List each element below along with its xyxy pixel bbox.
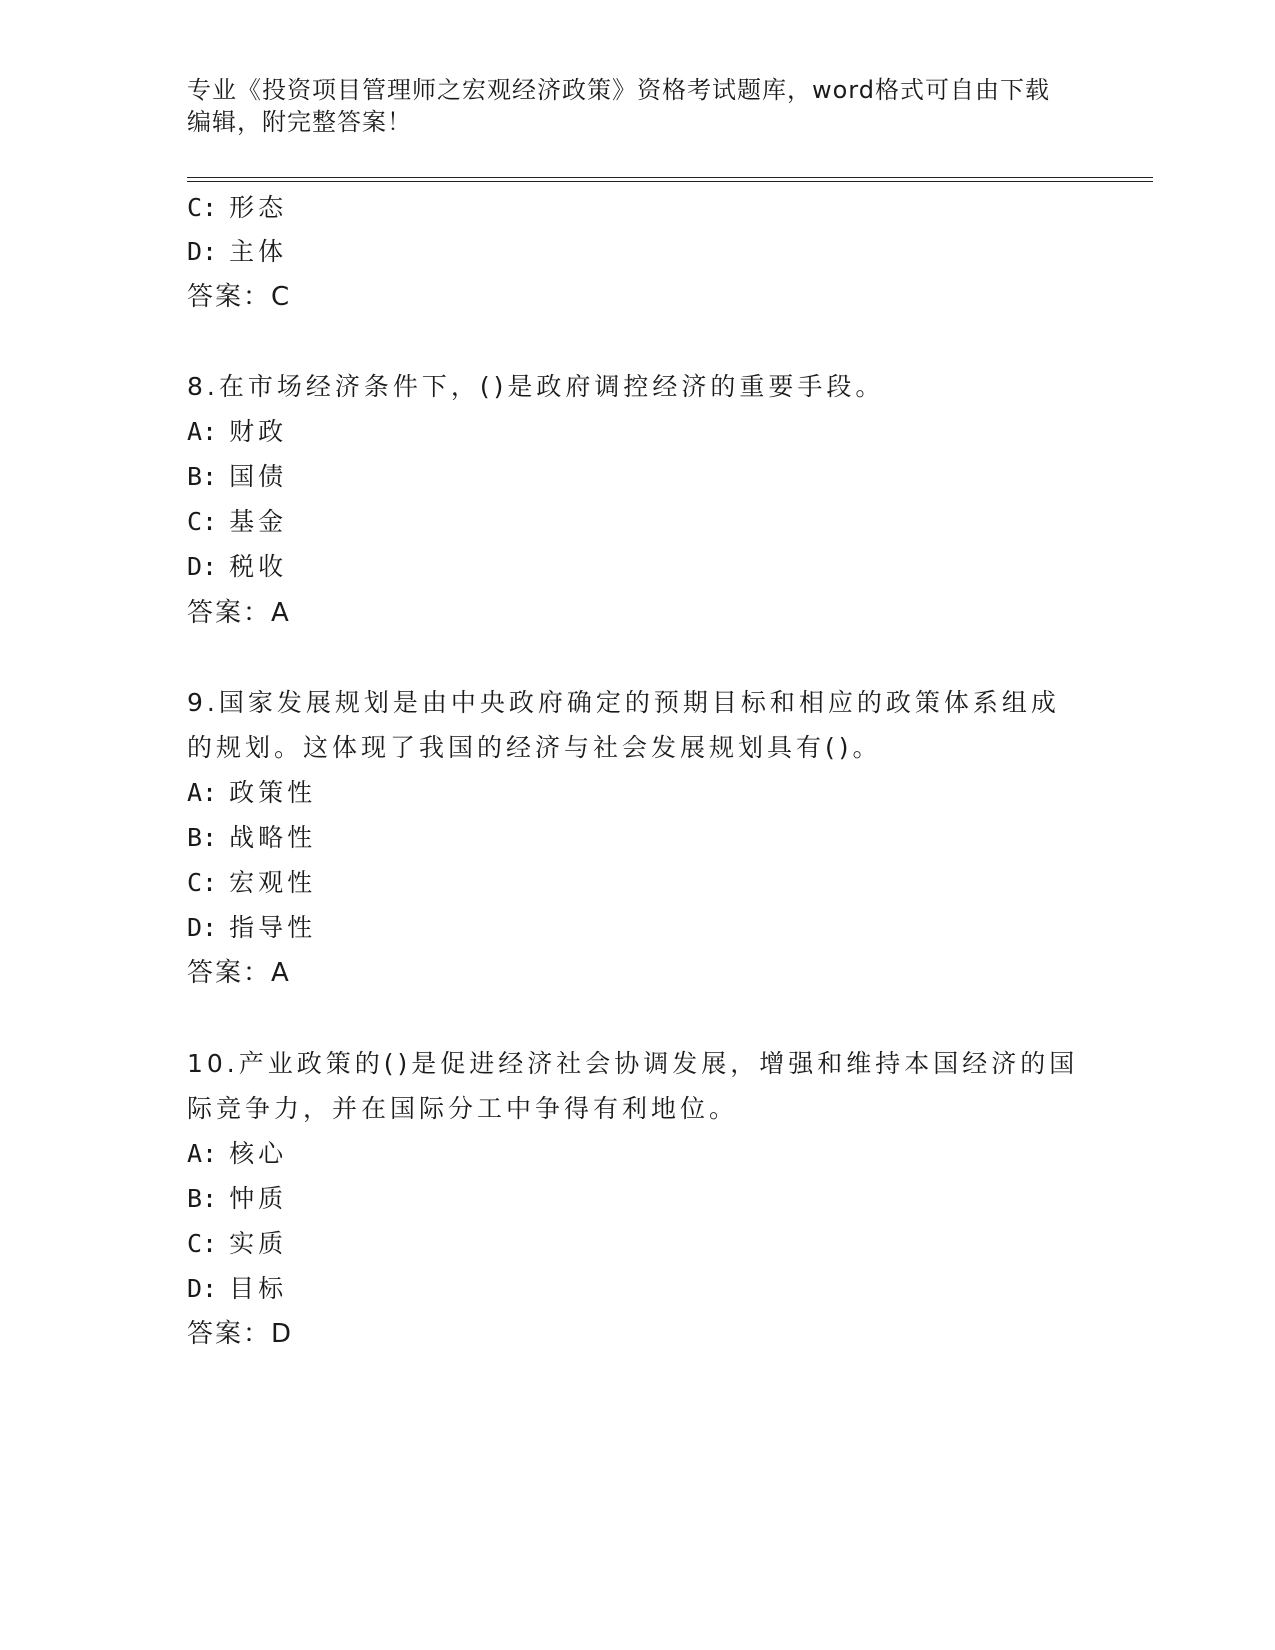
option-line bbox=[187, 1182, 287, 1216]
option-line bbox=[187, 235, 287, 269]
option-line bbox=[187, 1137, 287, 1171]
header-divider-top bbox=[187, 177, 1153, 178]
answer-line: 答案：C bbox=[187, 282, 292, 312]
option-text: 战略性 bbox=[229, 823, 317, 852]
question-stem: 的规划。这体现了我国的经济与社会发展规划具有()。 bbox=[187, 733, 882, 762]
question-stem: 10.产业政策的()是促进经济社会协调发展，增强和维持本国经济的国 bbox=[187, 1049, 1079, 1078]
option-prefix: D: bbox=[187, 913, 218, 942]
option-text: 形态 bbox=[229, 193, 288, 222]
answer-line: 答案：D bbox=[187, 1319, 294, 1349]
option-text: 核心 bbox=[229, 1139, 288, 1168]
option-prefix: C: bbox=[187, 193, 218, 222]
option-prefix: B: bbox=[187, 823, 218, 852]
option-line bbox=[187, 191, 287, 225]
option-text: 宏观性 bbox=[229, 868, 317, 897]
option-prefix: D: bbox=[187, 237, 218, 266]
question-stem: 9.国家发展规划是由中央政府确定的预期目标和相应的政策体系组成 bbox=[187, 688, 1060, 717]
option-prefix: A: bbox=[187, 417, 218, 446]
option-line bbox=[187, 550, 287, 584]
option-line bbox=[187, 821, 316, 855]
option-text: 实质 bbox=[229, 1229, 288, 1258]
option-line bbox=[187, 460, 287, 494]
option-text: 税收 bbox=[229, 552, 288, 581]
option-prefix: A: bbox=[187, 1139, 218, 1168]
option-text: 忡质 bbox=[229, 1184, 288, 1213]
option-text: 主体 bbox=[229, 237, 288, 266]
option-prefix: B: bbox=[187, 462, 218, 491]
answer-line: 答案：A bbox=[187, 958, 291, 988]
option-prefix: B: bbox=[187, 1184, 218, 1213]
document-header: 专业《投资项目管理师之宏观经济政策》资格考试题库，word格式可自由下载编辑，附完整答案！ bbox=[187, 76, 1050, 136]
option-line bbox=[187, 776, 316, 810]
question-stem: 8.在市场经济条件下，()是政府调控经济的重要手段。 bbox=[187, 372, 885, 401]
option-line bbox=[187, 866, 316, 900]
option-prefix: D: bbox=[187, 1274, 218, 1303]
option-line bbox=[187, 1272, 287, 1306]
option-prefix: C: bbox=[187, 507, 218, 536]
option-prefix: D: bbox=[187, 552, 218, 581]
option-line bbox=[187, 415, 287, 449]
option-text: 政策性 bbox=[229, 778, 317, 807]
option-line bbox=[187, 911, 316, 945]
option-prefix: A: bbox=[187, 778, 218, 807]
option-line bbox=[187, 1227, 287, 1261]
option-text: 目标 bbox=[229, 1274, 288, 1303]
option-text: 国债 bbox=[229, 462, 288, 491]
option-text: 指导性 bbox=[229, 913, 317, 942]
option-text: 基金 bbox=[229, 507, 288, 536]
option-prefix: C: bbox=[187, 1229, 218, 1258]
option-text: 财政 bbox=[229, 417, 288, 446]
answer-line: 答案：A bbox=[187, 598, 291, 628]
question-stem: 际竞争力，并在国际分工中争得有利地位。 bbox=[187, 1094, 739, 1123]
option-line bbox=[187, 505, 287, 539]
header-divider-bottom bbox=[187, 181, 1153, 182]
option-prefix: C: bbox=[187, 868, 218, 897]
